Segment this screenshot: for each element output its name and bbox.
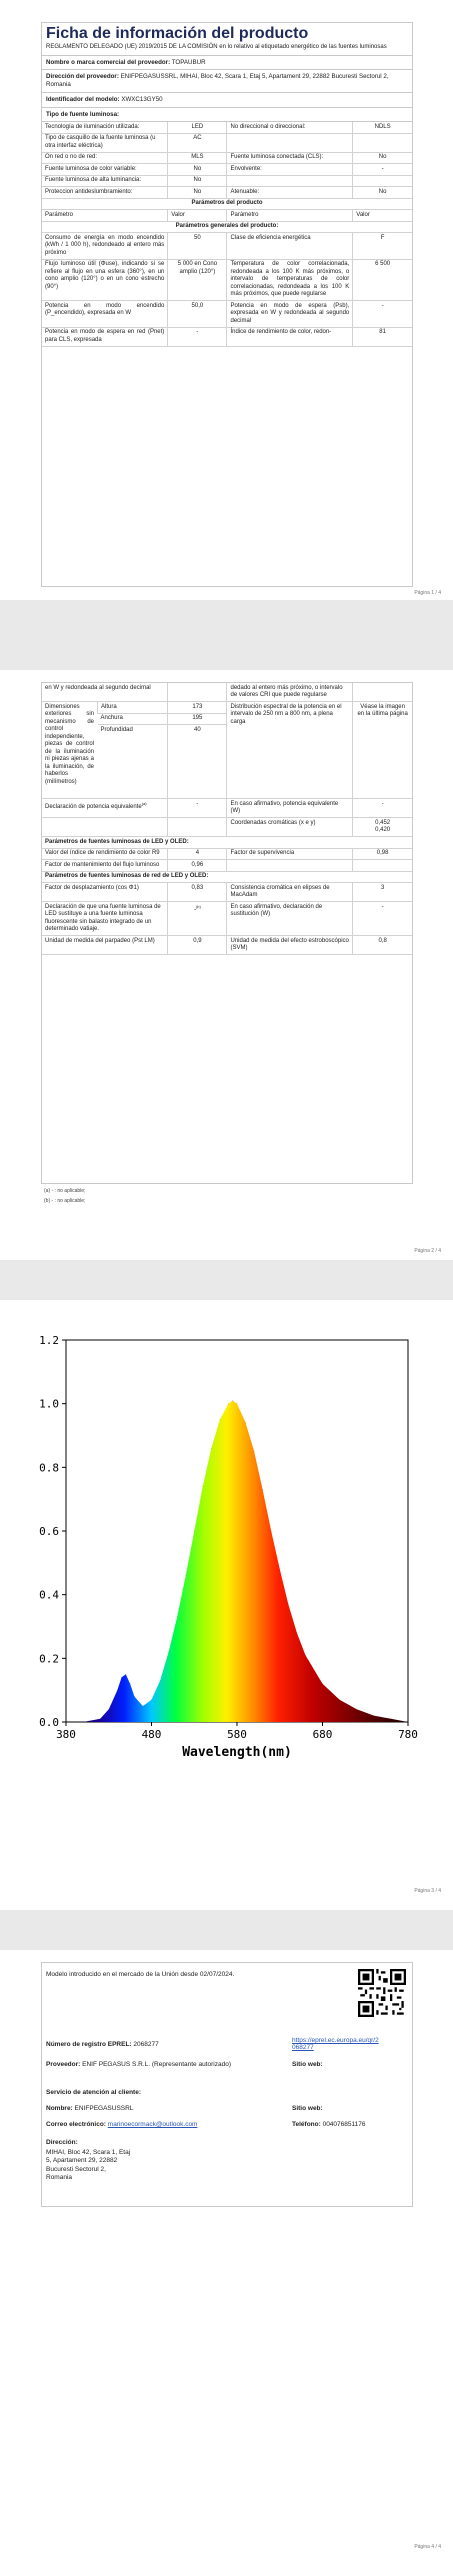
- info-sheet-frame: [41, 22, 413, 587]
- spectrum-point: [177, 1616, 178, 1617]
- spectrum-point: [322, 1683, 323, 1684]
- footnote-a: (a) - : no aplicable;: [44, 1188, 86, 1194]
- param-label: Tecnología de iluminación utilizada:: [42, 122, 168, 133]
- param-value: 0,96: [168, 860, 227, 872]
- params-section-title: Parámetros del producto: [42, 199, 412, 210]
- spectrum-point: [373, 1715, 374, 1716]
- service-phone-row: Teléfono: 004076851176: [292, 2121, 366, 2128]
- footnote-b: (b) - : no aplicable;: [44, 1198, 86, 1204]
- param-value: -: [353, 902, 412, 936]
- param-value: No: [353, 152, 412, 164]
- spectrum-point: [245, 1422, 246, 1423]
- table-row: [42, 259, 412, 301]
- y-tick-label: 0.4: [39, 1588, 59, 1602]
- param-value: [353, 133, 412, 152]
- param-value: LED: [168, 122, 227, 133]
- param-label: Envolvente:: [227, 164, 353, 176]
- spectrum-point: [219, 1419, 220, 1420]
- table-row: [42, 902, 412, 936]
- type-table: [42, 122, 412, 199]
- info-sheet-frame-continued: [41, 682, 413, 1184]
- spectrum-point: [407, 1721, 408, 1722]
- param-label: Factor de desplazamiento (cos Φ1): [42, 883, 168, 902]
- param-label: On red o no de red:: [42, 152, 168, 164]
- mains-led-params-title: Parámetros de fuentes luminosas de red de LED y OLED:: [42, 871, 412, 883]
- spectrum-point: [279, 1569, 280, 1570]
- supplier-website-row: Sitio web:: [292, 2061, 323, 2068]
- param-value: [353, 860, 412, 872]
- x-axis-label: Wavelength(nm): [182, 1745, 292, 1760]
- customer-service-title: Servicio de atención al cliente:: [46, 2089, 142, 2096]
- spectrum-point: [134, 1696, 135, 1697]
- led-params-title: Parámetros de fuentes luminosas de LED y OLED:: [42, 837, 412, 849]
- param-label: [227, 175, 353, 187]
- param-value: -: [353, 164, 412, 176]
- y-tick-label: 1.2: [39, 1334, 59, 1347]
- spectrum-point: [232, 1400, 233, 1401]
- x-tick-label: 680: [312, 1728, 333, 1741]
- param-value: 0,98: [353, 848, 412, 860]
- x-tick-label: 580: [227, 1728, 247, 1741]
- chromaticity-value: 0,452 0,420: [353, 818, 412, 837]
- standby-network-continued: en W y redondeada al segundo decimal: [42, 683, 168, 702]
- spectrum-point: [168, 1651, 169, 1652]
- eprel-link[interactable]: https://eprel.ec.europa.eu/qr/2068277: [292, 2037, 379, 2051]
- spectrum-point: [185, 1575, 186, 1576]
- page-title: Ficha de información del producto: [46, 25, 309, 42]
- param-label: Tipo de casquillo de la fuente luminosa (u otra interfaz eléctrica): [42, 133, 168, 152]
- param-label: Proteccion antideslumbramiento:: [42, 187, 168, 199]
- dimensions-label: Dimensiones exteriores sin mecanismo de control independiente, piezas de control de la iluminación ni piezas ajenas a la iluminación, de haberlos (milímetros): [42, 702, 98, 799]
- param-label: Factor de supervivencia: [227, 848, 353, 860]
- equivalent-power-w-label: En caso afirmativo, potencia equivalente (W): [227, 799, 353, 818]
- dim-height-value: 173: [168, 702, 227, 714]
- spectrum-point: [125, 1674, 126, 1675]
- param-value: 50,0: [168, 301, 227, 328]
- param-value: MLS: [168, 152, 227, 164]
- param-label: Potencia en modo de espera (Psb), expresada en W y redondeada al segundo decimal: [227, 301, 353, 328]
- param-value: -$^{(b)}$: [168, 902, 227, 936]
- y-tick-label: 0.8: [39, 1461, 59, 1475]
- email-link[interactable]: marinoecormack@outlook.com: [107, 2121, 198, 2128]
- table-row: [42, 122, 412, 133]
- param-label: Fuente luminosa de color variable:: [42, 164, 168, 176]
- param-value: AC: [168, 133, 227, 152]
- page-number: Página 2 / 4: [414, 1248, 441, 1254]
- param-label: Atenuable:: [227, 187, 353, 199]
- source-type-row: Tipo de fuente luminosa:: [42, 108, 412, 123]
- param-label: [227, 133, 353, 152]
- param-value: No: [353, 187, 412, 199]
- dim-width-value: 195: [168, 713, 227, 725]
- equivalent-power-value: -: [168, 799, 227, 818]
- spectrum-point: [390, 1718, 391, 1719]
- page-4: [0, 1950, 453, 2560]
- param-value: No: [168, 175, 227, 187]
- spectrum-point: [254, 1451, 255, 1452]
- spectral-distribution-value: Véase la imagen en la última página: [353, 702, 412, 799]
- spectrum-point: [228, 1403, 229, 1404]
- spectrum-point: [271, 1530, 272, 1531]
- service-email-row: Correo electrónico: marinoecormack@outlook.com: [46, 2121, 198, 2128]
- col-param-header: Parámetro: [42, 210, 168, 222]
- spectrum-area: [66, 1401, 408, 1723]
- spectrum-point: [356, 1709, 357, 1710]
- table-row: [42, 848, 412, 860]
- table-row: [42, 164, 412, 176]
- param-label: Índice de rendimiento de color, redon-: [227, 327, 353, 346]
- page-1: [0, 0, 453, 600]
- col-value-header: Valor: [168, 210, 227, 222]
- spectrum-point: [142, 1706, 143, 1707]
- param-label: Fuente luminosa conectada (CLS):: [227, 152, 353, 164]
- spectrum-point: [65, 1721, 66, 1722]
- equivalent-power-label: Declaración de potencia equivalente$^{(a)}$: [42, 799, 168, 818]
- spectrum-point: [339, 1699, 340, 1700]
- param-label: Potencia en modo de espera en red (Pnet) para CLS, expresada: [42, 327, 168, 346]
- param-value: 50: [168, 233, 227, 260]
- param-label: En caso afirmativo, declaración de sustitución (W): [227, 902, 353, 936]
- equivalent-power-w-value: -: [353, 799, 412, 818]
- cri-continued: dedado al entero más próximo, o intervalo de valores CRI que puede regularse: [227, 683, 353, 702]
- param-label: Consumo de energía en modo encendido (kWh / 1 000 h), redondeado al entero más próximo: [42, 233, 168, 260]
- param-value: [353, 175, 412, 187]
- spectrum-point: [130, 1683, 131, 1684]
- spectrum-point: [194, 1530, 195, 1531]
- spectrum-point: [305, 1655, 306, 1656]
- continued-table: [42, 683, 412, 955]
- y-tick-label: 1.0: [39, 1397, 59, 1411]
- table-row: [42, 883, 412, 902]
- param-label: Factor de mantenimiento del flujo luminoso: [42, 860, 168, 872]
- service-address-value: MIHAI, Bloc 42, Scara 1, Etaj 5, Apartament 29, 22882 Bucuresti Sectorul 2, Romania: [46, 2149, 131, 2182]
- spectrum-point: [83, 1721, 84, 1722]
- table-row: [42, 233, 412, 260]
- qr-code-icon[interactable]: [358, 1969, 406, 2017]
- param-value: 3: [353, 883, 412, 902]
- table-row: [42, 301, 412, 328]
- param-label: Fuente luminosa de alta luminancia:: [42, 175, 168, 187]
- param-value: -: [168, 327, 227, 346]
- param-value: 81: [353, 327, 412, 346]
- param-label: Unidad de medida del parpadeo (Pst LM): [42, 936, 168, 955]
- spectrum-point: [121, 1677, 122, 1678]
- supplier-name-row: Nombre o marca comercial del proveedor: TOPAUBUR: [42, 56, 412, 71]
- page-3: [0, 1300, 453, 1910]
- param-label: [227, 860, 353, 872]
- param-value: F: [353, 233, 412, 260]
- param-value: NDLS: [353, 122, 412, 133]
- dim-depth-label: Profundidad: [98, 725, 168, 799]
- param-value: 0,8: [353, 936, 412, 955]
- x-tick-label: 780: [398, 1728, 418, 1741]
- y-tick-label: 0.0: [39, 1716, 59, 1729]
- param-label: Consistencia cromática en elipses de MacAdam: [227, 883, 353, 902]
- params-table: [42, 199, 412, 347]
- table-row: [42, 327, 412, 346]
- page-number: Página 1 / 4: [414, 590, 441, 596]
- spectrum-point: [262, 1489, 263, 1490]
- registration-frame: [41, 1962, 413, 2207]
- param-value: -: [353, 301, 412, 328]
- supplier-address-row: Dirección del proveedor: ENIFPEGASUSSRL, MIHAI, Bloc 42, Scara 1, Etaj 5, Apartament 29, 22882 Bucuresti Sectorul 2, Romania: [42, 70, 412, 93]
- table-row: [42, 936, 412, 955]
- table-row: [42, 152, 412, 164]
- param-label: Clase de eficiencia energética: [227, 233, 353, 260]
- param-value: 4: [168, 848, 227, 860]
- table-row: [42, 175, 412, 187]
- chromaticity-label: Coordenadas cromáticas (x e y): [227, 818, 353, 837]
- eprel-row: Número de registro EPREL: 2068277: [46, 2041, 159, 2048]
- param-label: Flujo luminoso útil (Φuse), indicando si se refiere al flujo en una esfera (360°), en un cono amplio (120°) o en un cono estrecho (90°): [42, 259, 168, 301]
- page-2: [0, 670, 453, 1260]
- x-tick-label: 380: [56, 1728, 76, 1741]
- spectrum-point: [160, 1680, 161, 1681]
- spectrum-point: [100, 1718, 101, 1719]
- dim-height-label: Altura: [98, 702, 168, 714]
- x-tick-label: 480: [141, 1728, 162, 1741]
- table-row: [42, 860, 412, 872]
- model-id-row: Identificador del modelo: XWXC13GY50: [42, 93, 412, 108]
- spectrum-point: [117, 1690, 118, 1691]
- table-row: [42, 187, 412, 199]
- param-label: Unidad de medida del efecto estroboscópico (SVM): [227, 936, 353, 955]
- param-value: 5 000 en Cono amplio (120°): [168, 259, 227, 301]
- param-value: No: [168, 187, 227, 199]
- param-label: Valor del índice de rendimiento de color R9: [42, 848, 168, 860]
- y-tick-label: 0.6: [39, 1525, 59, 1538]
- param-label: Potencia en modo encendido (P_encendido), expresada en W: [42, 301, 168, 328]
- spectral-distribution-label: Distribución espectral de la potencia en el intervalo de 250 nm a 800 nm, a plena carga: [227, 702, 353, 799]
- spectrum-point: [211, 1448, 212, 1449]
- spectral-power-chart: [0, 1320, 453, 1780]
- col-param-header: Parámetro: [227, 210, 353, 222]
- table-row: [42, 133, 412, 152]
- spectrum-point: [296, 1632, 297, 1633]
- y-tick-label: 0.2: [39, 1652, 59, 1666]
- spectrum-point: [108, 1709, 109, 1710]
- spectrum-point: [288, 1604, 289, 1605]
- service-name-row: Nombre: ENIFPEGASUSSRL: [46, 2105, 134, 2112]
- col-value-header: Valor: [353, 210, 412, 222]
- dim-width-label: Anchura: [98, 713, 168, 725]
- dim-depth-value: 40: [168, 725, 227, 799]
- page-number: Página 4 / 4: [414, 2544, 441, 2550]
- param-label: No direccional o direccional:: [227, 122, 353, 133]
- spectrum-point: [236, 1403, 237, 1404]
- param-value: 6 500: [353, 259, 412, 301]
- param-label: Declaración de que una fuente luminosa de LED sustituye a una fuente luminosa fluorescente sin balasto integrado de un determinado vatiaje.: [42, 902, 168, 936]
- supplier-row: Proveedor: ENIF PEGASUS S.R.L. (Representante autorizado): [46, 2061, 231, 2068]
- regulation-text: REGLAMENTO DELEGADO (UE) 2019/2015 DE LA COMISIÓN en lo relativo al etiquetado energético de las fuentes luminosas: [42, 43, 412, 56]
- param-value: 0,83: [168, 883, 227, 902]
- spectrum-point: [202, 1486, 203, 1487]
- spectrum-point: [151, 1699, 152, 1700]
- page-number: Página 3 / 4: [414, 1888, 441, 1894]
- service-website-row: Sitio web:: [292, 2105, 323, 2112]
- market-intro-text: Modelo introducido en el mercado de la Unión desde 02/07/2024.: [46, 1971, 235, 1978]
- service-address-label: Dirección:: [46, 2139, 78, 2146]
- param-label: Temperatura de color correlacionada, redondeada a los 100 K más próximos, o intervalo de temperaturas de color correlacionadas, redondeada a los 100 K más próximos, que puede regularse: [227, 259, 353, 301]
- general-params-title: Parámetros generales del producto:: [42, 221, 412, 233]
- param-value: No: [168, 164, 227, 176]
- param-value: 0,9: [168, 936, 227, 955]
